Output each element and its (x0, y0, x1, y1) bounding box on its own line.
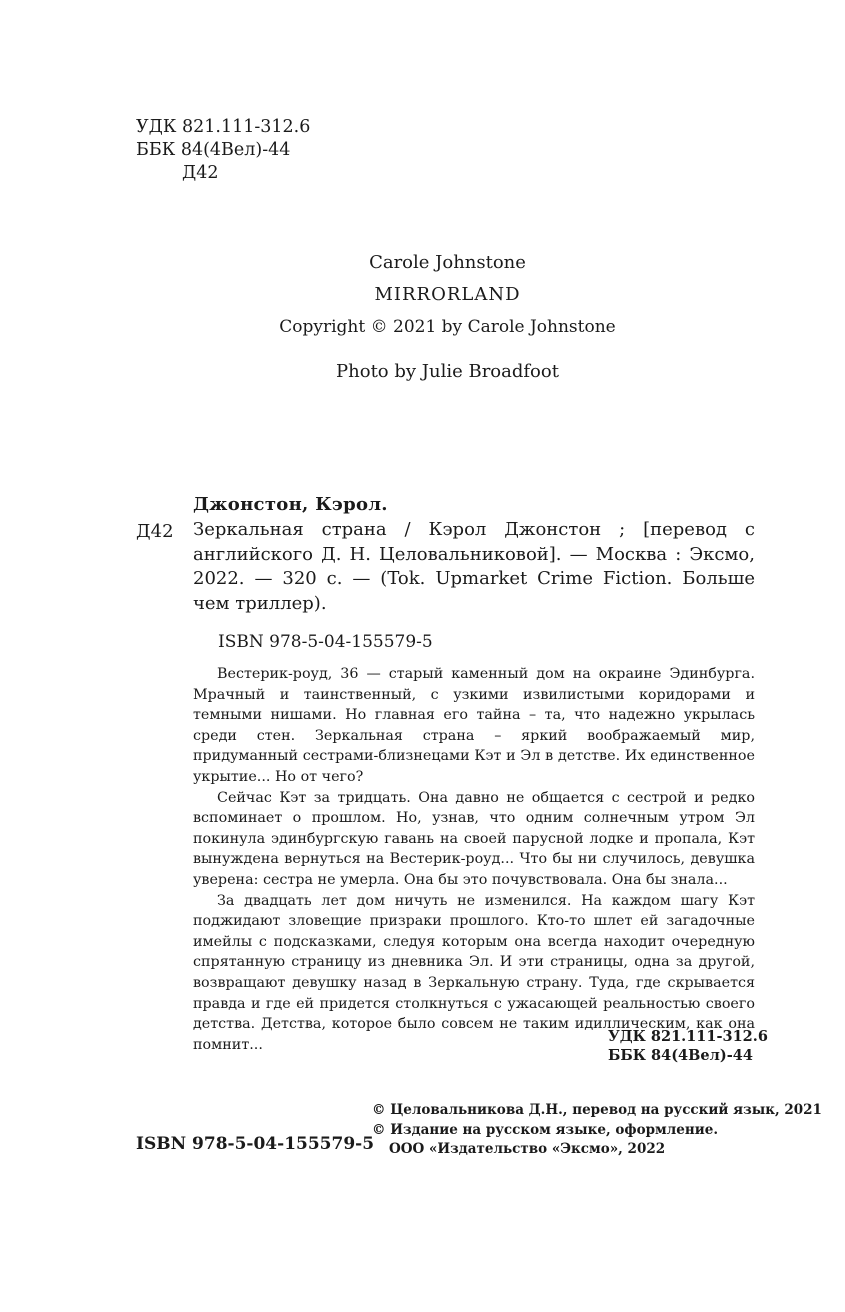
photo-credit: Photo by Julie Broadfoot (336, 361, 559, 382)
footer-classification (608, 1027, 768, 1065)
classification-block (136, 116, 310, 185)
bibliography-description: Зеркальная страна / Кэрол Джонстон ; [перевод с английского Д. Н. Целовальниковой]. — Москва : Эксмо, 2022. — 320 с. — (Tok. Upmarket Crime Fiction. Больше чем триллер). (193, 519, 755, 614)
annotation-paragraph: Сейчас Кэт за тридцать. Она давно не общается с сестрой и редко вспоминает о прошлом. Но, узнав, что одним солнечным утром Эл покинула эдинбургскую гавань на своей парусной лодке и пропала, Кэт вынуждена вернуться на Вестерик-роуд... Что бы ни случилось, девушка уверена: сестра не умерла. Она бы это почувствовала. Она бы знала... (193, 789, 755, 888)
bibliography-heading: Джонстон, Кэрол. (193, 494, 388, 515)
original-title: MIRRORLAND (374, 284, 521, 305)
annotation-paragraph: За двадцать лет дом ничуть не изменился. На каждом шагу Кэт поджидают зловещие призраки прошлого. Кто-то шлет ей загадочные имейлы с подсказками, следуя которым она всегда находит очередную спрятанную страницу из дневника Эл. И эти страницы, одна за другой, возвращают девушку назад в Зеркальную страну. Туда, где скрывается правда и где ей придется столкнуться с ужасающей реальностью своего детства. Детства, которое было совсем не таким идиллическим, как она помнит... (193, 892, 755, 1053)
bbk-code: ББК 84(4Вел)-44 (136, 140, 291, 160)
rights-translation: © Целовальникова Д.Н., перевод на русский язык, 2021 (372, 1102, 822, 1118)
original-copyright: Copyright © 2021 by Carole Johnstone (279, 317, 616, 337)
footer-bbk: ББК 84(4Вел)-44 (608, 1047, 753, 1064)
bibliography-code: Д42 (136, 521, 174, 542)
rights-block (372, 1101, 822, 1160)
original-author: Carole Johnstone (369, 252, 526, 273)
author-sign: Д42 (182, 163, 219, 183)
footer-isbn: ISBN 978-5-04-155579-5 (136, 1134, 375, 1154)
footer-udk: УДК 821.111-312.6 (608, 1028, 768, 1045)
bibliography-isbn: ISBN 978-5-04-155579-5 (218, 632, 433, 652)
annotation (193, 664, 755, 1055)
rights-edition: © Издание на русском языке, оформление. (372, 1121, 719, 1138)
udk-code: УДК 821.111-312.6 (136, 117, 311, 137)
rights-publisher: ООО «Издательство «Эксмо», 2022 (389, 1141, 666, 1157)
annotation-paragraph: Вестерик-роуд, 36 — старый каменный дом на окраине Эдинбурга. Мрачный и таинственный, с узкими извилистыми коридорами и темными нишами. Но главная его тайна – та, что надежно укрылась среди стен. Зеркальная страна – яркий воображаемый мир, придуманный сестрами-близнецами Кэт и Эл в детстве. Их единственное укрытие... Но от чего? (193, 666, 755, 785)
